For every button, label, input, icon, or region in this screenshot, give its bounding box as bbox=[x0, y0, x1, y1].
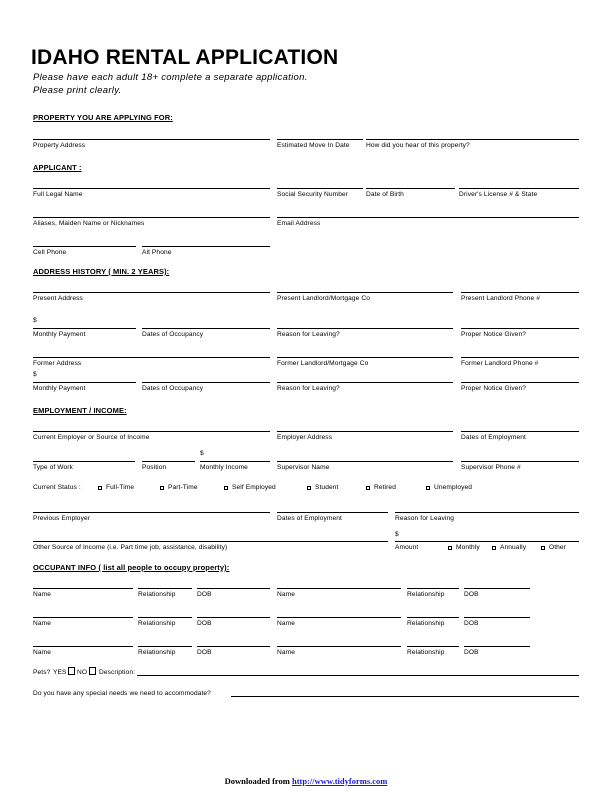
former-landlord-phone-input[interactable] bbox=[461, 357, 579, 358]
label-employer-address: Employer Address bbox=[277, 434, 333, 441]
currency-symbol-present-payment: $ bbox=[33, 317, 37, 324]
label-email-address: Email Address bbox=[277, 220, 321, 227]
present-monthly-payment-input[interactable] bbox=[33, 328, 136, 329]
label-amount: Amount bbox=[395, 544, 419, 551]
occupant-name-input[interactable] bbox=[277, 588, 401, 589]
former-proper-notice-given-input[interactable] bbox=[461, 382, 579, 383]
label-former-address: Former Address bbox=[33, 360, 82, 367]
label-present-reason-for-leaving: Reason for Leaving? bbox=[277, 331, 340, 338]
footer-prefix: Downloaded from bbox=[224, 776, 292, 786]
former-landlord-input[interactable] bbox=[277, 357, 453, 358]
label-current-employer: Current Employer or Source of Income bbox=[33, 434, 150, 441]
previous-employer-input[interactable] bbox=[33, 512, 270, 513]
checkbox-income-monthly[interactable] bbox=[448, 546, 452, 550]
drivers-license-input[interactable] bbox=[459, 188, 579, 189]
label-status-full-time: Full-Time bbox=[106, 484, 135, 491]
present-landlord-phone-input[interactable] bbox=[461, 292, 579, 293]
section-heading-occupant: OCCUPANT INFO ( list all people to occupy property): bbox=[33, 563, 230, 572]
checkbox-income-other[interactable] bbox=[541, 546, 545, 550]
checkbox-income-annually[interactable] bbox=[492, 546, 496, 550]
label-occupant-name: Name bbox=[33, 591, 51, 598]
occupant-relationship-input[interactable] bbox=[138, 617, 192, 618]
label-supervisor-name: Supervisor Name bbox=[277, 464, 330, 471]
label-occupant-dob: DOB bbox=[197, 591, 212, 598]
label-type-of-work: Type of Work bbox=[33, 464, 73, 471]
label-drivers-license: Driver's License # & State bbox=[459, 191, 538, 198]
label-pets-yes: YES bbox=[53, 669, 67, 676]
label-status-part-time: Part-Time bbox=[168, 484, 198, 491]
label-social-security-number: Social Security Number bbox=[277, 191, 349, 198]
section-heading-applicant: APPLICANT : bbox=[33, 163, 82, 172]
estimated-move-in-date-input[interactable] bbox=[277, 139, 363, 140]
label-status-student: Student bbox=[315, 484, 339, 491]
label-full-legal-name: Full Legal Name bbox=[33, 191, 83, 198]
occupant-name-input[interactable] bbox=[277, 617, 401, 618]
label-current-status: Current Status : bbox=[33, 484, 81, 491]
checkbox-full-time[interactable] bbox=[98, 486, 102, 490]
label-present-monthly-payment: Monthly Payment bbox=[33, 331, 86, 338]
employer-address-input[interactable] bbox=[277, 431, 453, 432]
label-other-source-of-income: Other Source of Income (i.e. Part time job, assistance, disability) bbox=[33, 544, 228, 551]
checkbox-part-time[interactable] bbox=[160, 486, 164, 490]
label-income-annually: Annually bbox=[500, 544, 527, 551]
aliases-input[interactable] bbox=[33, 217, 270, 218]
dates-of-employment-input[interactable] bbox=[461, 431, 579, 432]
present-address-input[interactable] bbox=[33, 292, 270, 293]
label-position: Position bbox=[142, 464, 167, 471]
social-security-number-input[interactable] bbox=[277, 188, 363, 189]
date-of-birth-input[interactable] bbox=[366, 188, 455, 189]
label-pets-description: Description: bbox=[99, 669, 136, 676]
checkbox-student[interactable] bbox=[307, 486, 311, 490]
cell-phone-input[interactable] bbox=[33, 246, 136, 247]
checkbox-pets-yes[interactable] bbox=[68, 667, 75, 675]
label-status-self-employed: Self Employed bbox=[232, 484, 276, 491]
label-cell-phone: Cell Phone bbox=[33, 249, 67, 256]
section-heading-property: PROPERTY YOU ARE APPLYING FOR: bbox=[33, 113, 173, 122]
occupant-relationship-input[interactable] bbox=[138, 646, 192, 647]
occupant-relationship-input[interactable] bbox=[407, 646, 459, 647]
other-source-of-income-input[interactable] bbox=[33, 541, 388, 542]
label-income-monthly: Monthly bbox=[456, 544, 480, 551]
label-occupant-dob: DOB bbox=[464, 620, 479, 627]
occupant-relationship-input[interactable] bbox=[407, 617, 459, 618]
label-supervisor-phone: Supervisor Phone # bbox=[461, 464, 521, 471]
label-alt-phone: Alt Phone bbox=[142, 249, 172, 256]
occupant-dob-input[interactable] bbox=[464, 617, 530, 618]
currency-symbol-former-payment: $ bbox=[33, 371, 37, 378]
label-present-landlord: Present Landlord/Mortgage Co bbox=[277, 295, 370, 302]
currency-symbol-other-income: $ bbox=[395, 531, 399, 538]
label-occupant-dob: DOB bbox=[197, 620, 212, 627]
label-present-dates-of-occupancy: Dates of Occupancy bbox=[142, 331, 204, 338]
pets-description-input[interactable] bbox=[137, 675, 579, 676]
present-reason-for-leaving-input[interactable] bbox=[277, 328, 453, 329]
current-employer-input[interactable] bbox=[33, 431, 270, 432]
label-how-did-you-hear: How did you hear of this property? bbox=[366, 142, 470, 149]
label-occupant-dob: DOB bbox=[464, 591, 479, 598]
former-reason-for-leaving-input[interactable] bbox=[277, 382, 453, 383]
supervisor-name-input[interactable] bbox=[277, 461, 453, 462]
subtitle-line-1: Please have each adult 18+ complete a separate application. bbox=[33, 72, 308, 83]
label-occupant-name: Name bbox=[33, 649, 51, 656]
label-previous-employer: Previous Employer bbox=[33, 515, 91, 522]
previous-dates-of-employment-input[interactable] bbox=[277, 512, 388, 513]
label-former-dates-of-occupancy: Dates of Occupancy bbox=[142, 385, 204, 392]
property-address-input[interactable] bbox=[33, 139, 270, 140]
label-former-proper-notice-given: Proper Notice Given? bbox=[461, 385, 527, 392]
occupant-dob-input[interactable] bbox=[464, 588, 530, 589]
checkbox-pets-no[interactable] bbox=[89, 667, 96, 675]
type-of-work-input[interactable] bbox=[33, 461, 135, 462]
occupant-name-input[interactable] bbox=[277, 646, 401, 647]
occupant-dob-input[interactable] bbox=[197, 617, 270, 618]
label-status-unemployed: Unemployed bbox=[434, 484, 473, 491]
label-property-address: Property Address bbox=[33, 142, 86, 149]
label-occupant-name: Name bbox=[33, 620, 51, 627]
occupant-relationship-input[interactable] bbox=[407, 588, 459, 589]
previous-reason-for-leaving-input[interactable] bbox=[395, 512, 579, 513]
occupant-relationship-input[interactable] bbox=[138, 588, 192, 589]
email-address-input[interactable] bbox=[277, 217, 579, 218]
label-status-retired: Retired bbox=[374, 484, 396, 491]
label-present-proper-notice-given: Proper Notice Given? bbox=[461, 331, 527, 338]
occupant-dob-input[interactable] bbox=[464, 646, 530, 647]
occupant-dob-input[interactable] bbox=[197, 588, 270, 589]
label-present-landlord-phone: Present Landlord Phone # bbox=[461, 295, 541, 302]
label-previous-reason-for-leaving: Reason for Leaving bbox=[395, 515, 454, 522]
label-occupant-name: Name bbox=[277, 620, 295, 627]
label-monthly-income: Monthly Income bbox=[200, 464, 248, 471]
position-input[interactable] bbox=[142, 461, 195, 462]
label-dates-of-employment: Dates of Employment bbox=[461, 434, 526, 441]
label-occupant-name: Name bbox=[277, 649, 295, 656]
label-former-landlord: Former Landlord/Mortgage Co bbox=[277, 360, 369, 367]
subtitle-line-2: Please print clearly. bbox=[33, 85, 122, 96]
label-occupant-dob: DOB bbox=[464, 649, 479, 656]
label-occupant-relationship: Relationship bbox=[407, 620, 445, 627]
label-present-address: Present Address bbox=[33, 295, 83, 302]
label-date-of-birth: Date of Birth bbox=[366, 191, 404, 198]
section-heading-address-history: ADDRESS HISTORY ( MIN. 2 YEARS): bbox=[33, 267, 170, 276]
other-income-amount-input[interactable] bbox=[395, 541, 579, 542]
label-occupant-relationship: Relationship bbox=[138, 620, 176, 627]
currency-symbol-monthly-income: $ bbox=[200, 450, 204, 457]
former-dates-of-occupancy-input[interactable] bbox=[142, 382, 270, 383]
label-former-landlord-phone: Former Landlord Phone # bbox=[461, 360, 539, 367]
supervisor-phone-input[interactable] bbox=[461, 461, 579, 462]
label-pets-no: NO bbox=[77, 669, 88, 676]
label-pets-question: Pets? bbox=[33, 669, 51, 676]
occupant-name-input[interactable] bbox=[33, 588, 133, 589]
label-aliases: Aliases, Maiden Name or Nicknames bbox=[33, 220, 145, 227]
monthly-income-input[interactable] bbox=[200, 461, 270, 462]
checkbox-retired[interactable] bbox=[366, 486, 370, 490]
page-title: IDAHO RENTAL APPLICATION bbox=[31, 46, 339, 69]
label-former-reason-for-leaving: Reason for Leaving? bbox=[277, 385, 340, 392]
label-former-monthly-payment: Monthly Payment bbox=[33, 385, 86, 392]
footer-attribution bbox=[0, 776, 612, 786]
present-dates-of-occupancy-input[interactable] bbox=[142, 328, 270, 329]
occupant-dob-input[interactable] bbox=[197, 646, 270, 647]
checkbox-self-employed[interactable] bbox=[224, 486, 228, 490]
present-landlord-input[interactable] bbox=[277, 292, 453, 293]
label-estimated-move-in-date: Estimated Move In Date bbox=[277, 142, 350, 149]
former-address-input[interactable] bbox=[33, 357, 270, 358]
section-heading-employment: EMPLOYMENT / INCOME: bbox=[33, 406, 127, 415]
checkbox-unemployed[interactable] bbox=[426, 486, 430, 490]
alt-phone-input[interactable] bbox=[142, 246, 270, 247]
label-occupant-relationship: Relationship bbox=[138, 649, 176, 656]
label-income-other: Other bbox=[549, 544, 566, 551]
special-needs-input[interactable] bbox=[231, 696, 579, 697]
full-legal-name-input[interactable] bbox=[33, 188, 270, 189]
tidyforms-link[interactable]: http://www.tidyforms.com bbox=[291, 776, 388, 786]
label-previous-dates-of-employment: Dates of Employment bbox=[277, 515, 342, 522]
label-occupant-relationship: Relationship bbox=[138, 591, 176, 598]
occupant-name-input[interactable] bbox=[33, 617, 133, 618]
label-special-needs: Do you have any special needs we need to accommodate? bbox=[33, 690, 211, 697]
label-occupant-name: Name bbox=[277, 591, 295, 598]
how-did-you-hear-input[interactable] bbox=[366, 139, 579, 140]
label-occupant-relationship: Relationship bbox=[407, 591, 445, 598]
label-occupant-dob: DOB bbox=[197, 649, 212, 656]
former-monthly-payment-input[interactable] bbox=[33, 382, 136, 383]
occupant-name-input[interactable] bbox=[33, 646, 133, 647]
label-occupant-relationship: Relationship bbox=[407, 649, 445, 656]
present-proper-notice-given-input[interactable] bbox=[461, 328, 579, 329]
